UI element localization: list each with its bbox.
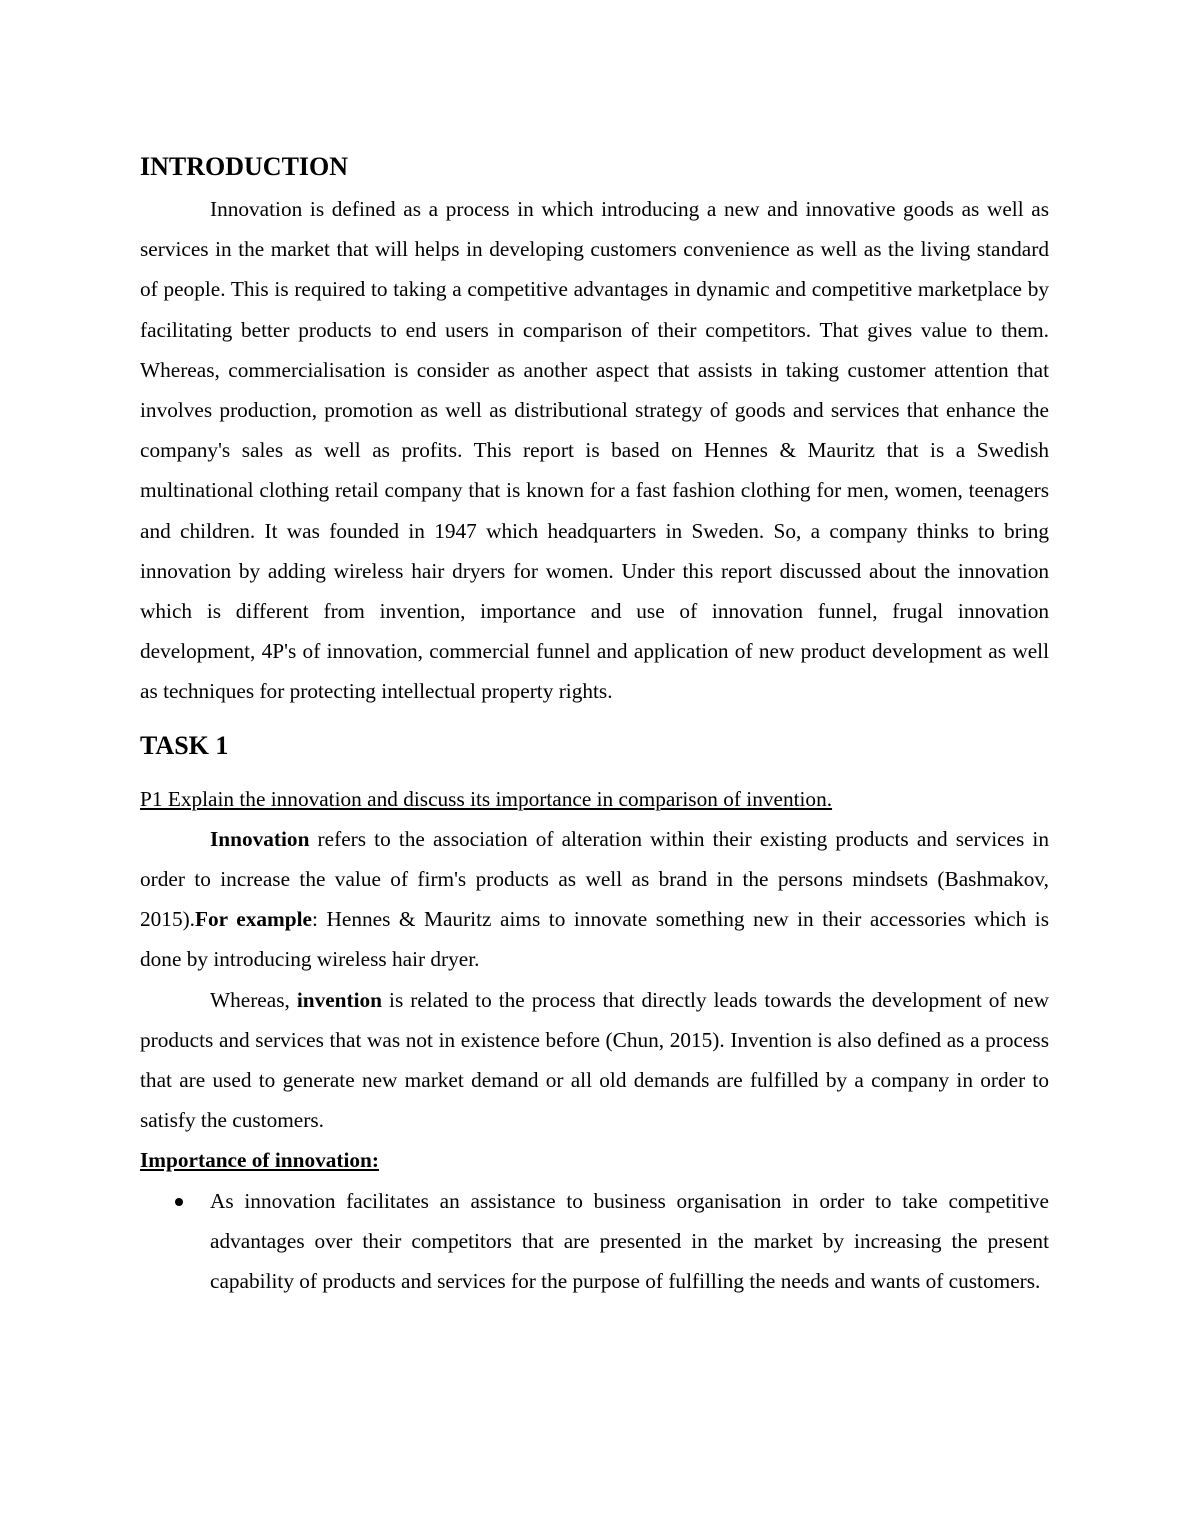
invention-text: is related to the process that directly leads towards the development of new products and services that was not in existence before (Chun, 2015). Invention is also defined as a process that are used to generate new market demand or all old demands are fulfilled by a company in order to satisfy the customers. xyxy=(140,987,1049,1133)
bullet-text: As innovation facilitates an assistance to business organisation in order to take competitive advantages over their competitors that are presented in the market by increasing the present capability of products and services for the purpose of fulfilling the needs and wants of customers. xyxy=(210,1188,1049,1294)
innovation-paragraph xyxy=(140,819,1049,980)
invention-lead: Whereas, xyxy=(210,987,297,1012)
invention-paragraph xyxy=(140,980,1049,1141)
document-page xyxy=(140,150,1049,1301)
importance-bullet-list xyxy=(140,1181,1049,1302)
importance-heading: Importance of innovation: xyxy=(140,1148,379,1173)
innovation-term: Innovation xyxy=(210,826,310,851)
invention-term: invention xyxy=(296,987,383,1012)
for-example-label: For example xyxy=(195,907,313,932)
p1-title: P1 Explain the innovation and discuss its importance in comparison of invention. xyxy=(140,786,833,811)
introduction-heading: INTRODUCTION xyxy=(140,152,349,181)
list-item xyxy=(140,1181,1049,1302)
innovation-text-2: : Hennes & Mauritz aims to innovate something new in their accessories which is done by introducing wireless hair dryer. xyxy=(140,907,1049,972)
task1-heading: TASK 1 xyxy=(140,730,229,760)
bullet-icon xyxy=(175,1198,183,1206)
introduction-paragraph: Innovation is defined as a process in which introducing a new and innovative goods as well as services in the market that will helps in developing customers convenience as well as the living standard of people. This is required to taking a competitive advantages in dynamic and competitive marketplace by facilitating better products to end users in comparison of their competitors. That gives value to them. Whereas, commercialisation is consider as another aspect that assists in taking customer attention that involves production, promotion as well as distributional strategy of goods and services that enhance the company's sales as well as profits. This report is based on Hennes & Mauritz that is a Swedish multinational clothing retail company that is known for a fast fashion clothing for men, women, teenagers and children. It was founded in 1947 which headquarters in Sweden. So, a company thinks to bring innovation by adding wireless hair dryers for women. Under this report discussed about the innovation which is different from invention, importance and use of innovation funnel, frugal innovation development, 4P's of innovation, commercial funnel and application of new product development as well as techniques for protecting intellectual property rights. xyxy=(140,197,1049,704)
innovation-text-1: refers to the association of alteration within their existing products and services in order to increase the value of firm's products as well as brand in the persons mindsets (Bashmakov, 2015). xyxy=(140,826,1049,932)
